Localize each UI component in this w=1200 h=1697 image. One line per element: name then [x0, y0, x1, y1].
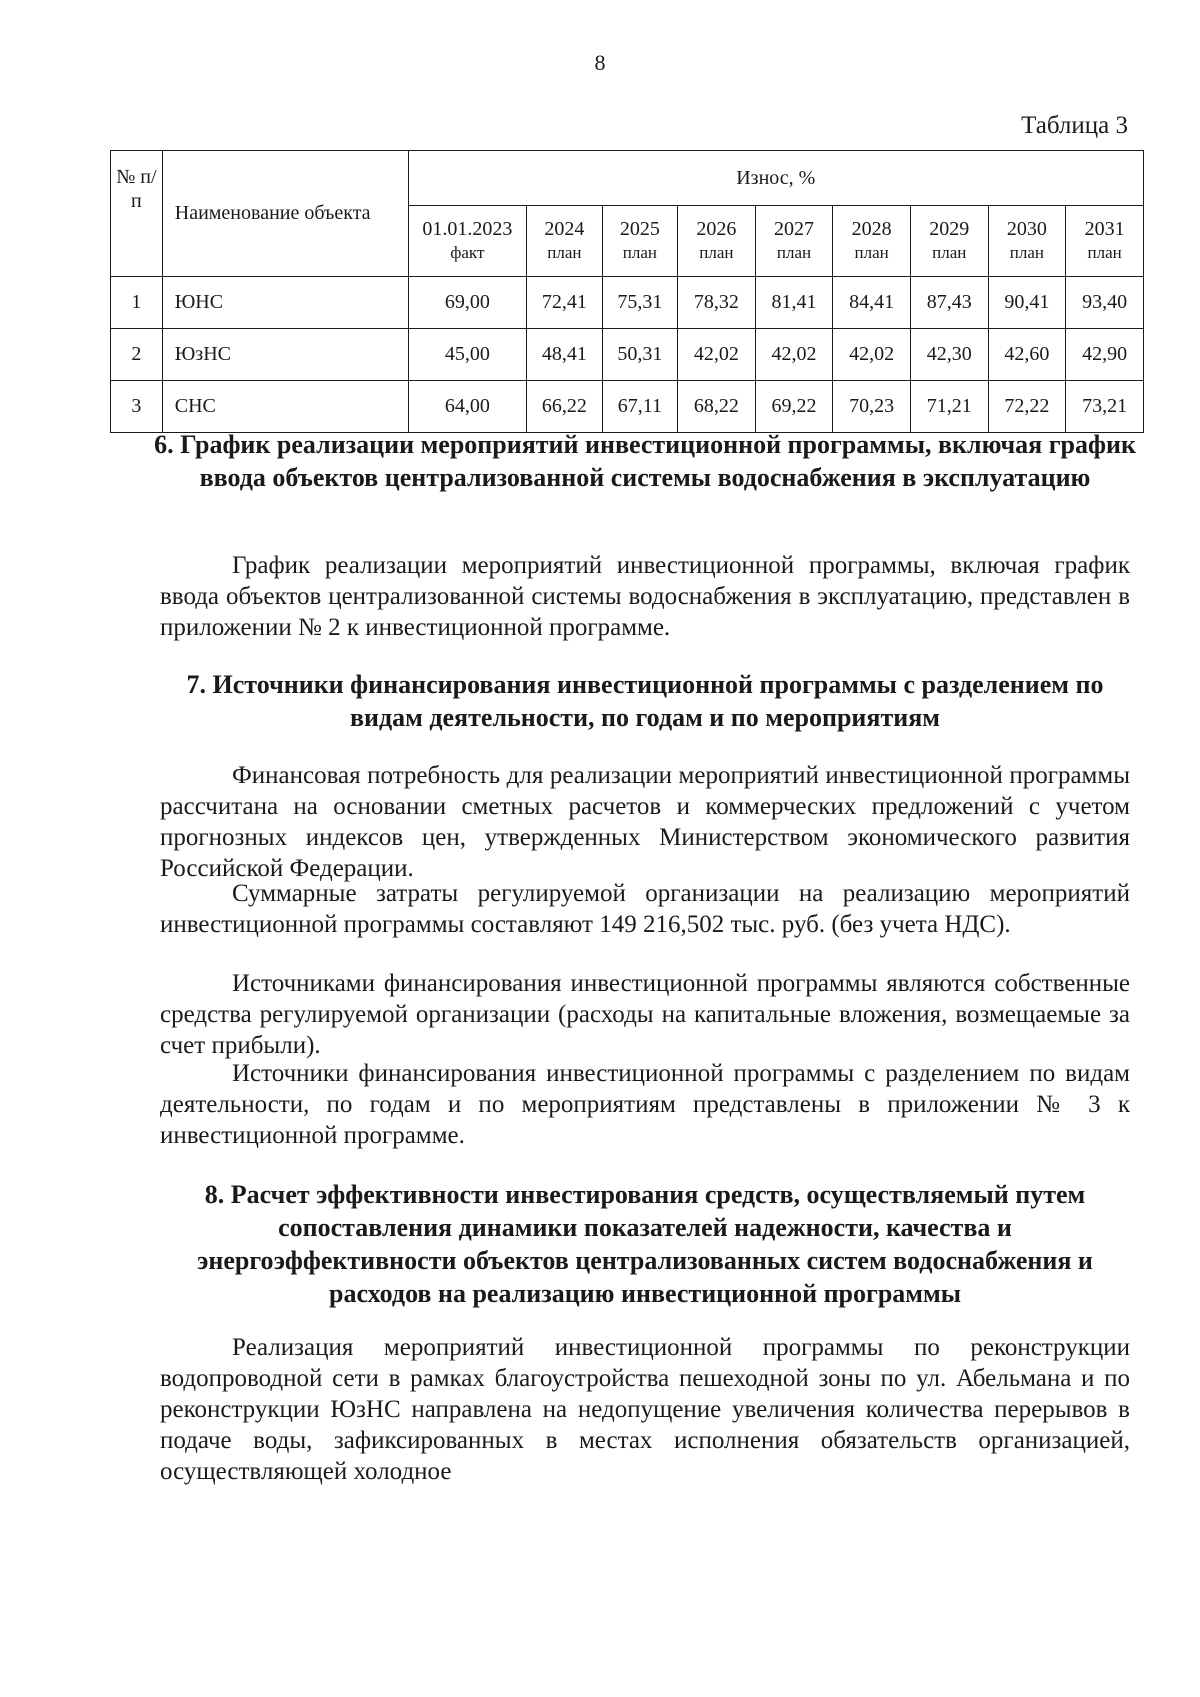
wear-value-cell: 42,90: [1066, 329, 1144, 381]
section-7-paragraph-4: Источники финансирования инвестиционной программы с разделением по видам деятельности, по годам и по мероприятиям представлены в приложении № 3 к инвестиционной программе.: [160, 1060, 1130, 1149]
header-year-label: 2030: [1006, 218, 1047, 240]
header-year-kind: план: [932, 243, 967, 262]
header-year: [602, 206, 677, 277]
header-year-label: 01.01.2023: [422, 218, 513, 240]
row-number: 2: [111, 329, 163, 381]
header-year-kind: план: [547, 243, 582, 262]
page-number: 8: [594, 50, 606, 75]
header-year-label: 2027: [774, 218, 815, 240]
table-row: [111, 277, 1144, 329]
header-year-kind: факт: [450, 243, 485, 262]
wear-value-cell: 67,11: [602, 381, 677, 433]
header-year-kind: план: [776, 243, 812, 262]
wear-value-cell: 87,43: [910, 277, 988, 329]
section-7-paragraph-2: Суммарные затраты регулируемой организации на реализацию мероприятий инвестиционной программы составляют 149 216,502 тыс. руб. (без учета НДС).: [160, 880, 1130, 938]
wear-value-cell: 69,00: [408, 277, 527, 329]
row-object-name: ЮНС: [162, 277, 408, 329]
header-year-kind: план: [1087, 243, 1122, 262]
wear-value-cell: 72,22: [988, 381, 1066, 433]
header-year: [910, 206, 988, 277]
header-year-kind: план: [854, 243, 889, 262]
header-wear-group: Износ, %: [408, 151, 1143, 206]
wear-table: [110, 150, 1144, 433]
section-7-paragraph-1: Финансовая потребность для реализации мероприятий инвестиционной программы рассчитана на основании сметных расчетов и коммерческих предложений с учетом прогнозных индексов цен, утвержденных Министерством экономического развития Российской Федерации.: [160, 762, 1130, 882]
header-num: № п/п: [111, 151, 163, 277]
row-object-name: ЮзНС: [162, 329, 408, 381]
header-year: [527, 206, 602, 277]
header-year-label: 2028: [851, 218, 892, 240]
row-object-name: СНС: [162, 381, 408, 433]
wear-value-cell: 66,22: [527, 381, 602, 433]
header-year-kind: план: [699, 243, 734, 262]
header-year-label: 2029: [929, 218, 970, 240]
wear-value-cell: 72,41: [527, 277, 602, 329]
section-6-paragraph: График реализации мероприятий инвестиционной программы, включая график ввода объектов централизованной системы водоснабжения в эксплуатацию, представлен в приложении № 2 к инвестиционной программе.: [160, 552, 1130, 641]
header-year-label: 2026: [696, 218, 737, 240]
header-year: [988, 206, 1066, 277]
section-8-title: 8. Расчет эффективности инвестирования средств, осуществляемый путем сопоставления динамики показателей надежности, качества и энергоэффективности объектов централизованных систем водоснабжения и расходов на реализацию инвестиционной программы: [197, 1180, 1093, 1308]
wear-value-cell: 68,22: [678, 381, 756, 433]
wear-value-cell: 42,02: [833, 329, 911, 381]
wear-value-cell: 64,00: [408, 381, 527, 433]
wear-value-cell: 81,41: [755, 277, 833, 329]
row-number: 1: [111, 277, 163, 329]
wear-value-cell: 42,60: [988, 329, 1066, 381]
table-caption: Таблица 3: [1021, 112, 1128, 139]
header-name: Наименование объекта: [162, 151, 408, 277]
header-year-label: 2025: [619, 218, 660, 240]
wear-value-cell: 70,23: [833, 381, 911, 433]
header-year: [1066, 206, 1144, 277]
wear-value-cell: 75,31: [602, 277, 677, 329]
wear-value-cell: 42,02: [678, 329, 756, 381]
wear-value-cell: 48,41: [527, 329, 602, 381]
wear-value-cell: 90,41: [988, 277, 1066, 329]
row-number: 3: [111, 381, 163, 433]
wear-value-cell: 50,31: [602, 329, 677, 381]
section-8-paragraph: Реализация мероприятий инвестиционной программы по реконструкции водопроводной сети в рамках благоустройства пешеходной зоны по ул. Абельмана и по реконструкции ЮзНС направлена на недопущение увеличения количества перерывов в подаче воды, зафиксированных в местах исполнения обязательств организацией, осуществляющей холодное: [160, 1334, 1130, 1485]
header-year-kind: план: [1009, 243, 1045, 262]
header-year: [833, 206, 911, 277]
header-year-kind: план: [622, 243, 657, 262]
header-year: [408, 206, 527, 277]
wear-value-cell: 42,02: [755, 329, 833, 381]
header-year: [755, 206, 833, 277]
table-row: [111, 381, 1144, 433]
wear-value-cell: 93,40: [1066, 277, 1144, 329]
wear-value-cell: 42,30: [910, 329, 988, 381]
wear-value-cell: 84,41: [833, 277, 911, 329]
section-7-paragraph-3: Источниками финансирования инвестиционной программы являются собственные средства регулируемой организации (расходы на капитальные вложения, возмещаемые за счет прибыли).: [160, 970, 1130, 1059]
wear-value-cell: 71,21: [910, 381, 988, 433]
wear-value-cell: 69,22: [755, 381, 833, 433]
wear-value-cell: 73,21: [1066, 381, 1144, 433]
header-year-label: 2031: [1084, 218, 1125, 240]
section-7-title: 7. Источники финансирования инвестиционной программы с разделением по видам деятельности, по годам и по мероприятиям: [186, 670, 1104, 732]
wear-value-cell: 45,00: [408, 329, 527, 381]
header-year: [678, 206, 756, 277]
wear-value-cell: 78,32: [678, 277, 756, 329]
header-year-label: 2024: [544, 218, 585, 240]
section-6-title: 6. График реализации мероприятий инвестиционной программы, включая график ввода объектов централизованной системы водоснабжения в эксплуатацию: [154, 430, 1136, 492]
table-row: [111, 329, 1144, 381]
